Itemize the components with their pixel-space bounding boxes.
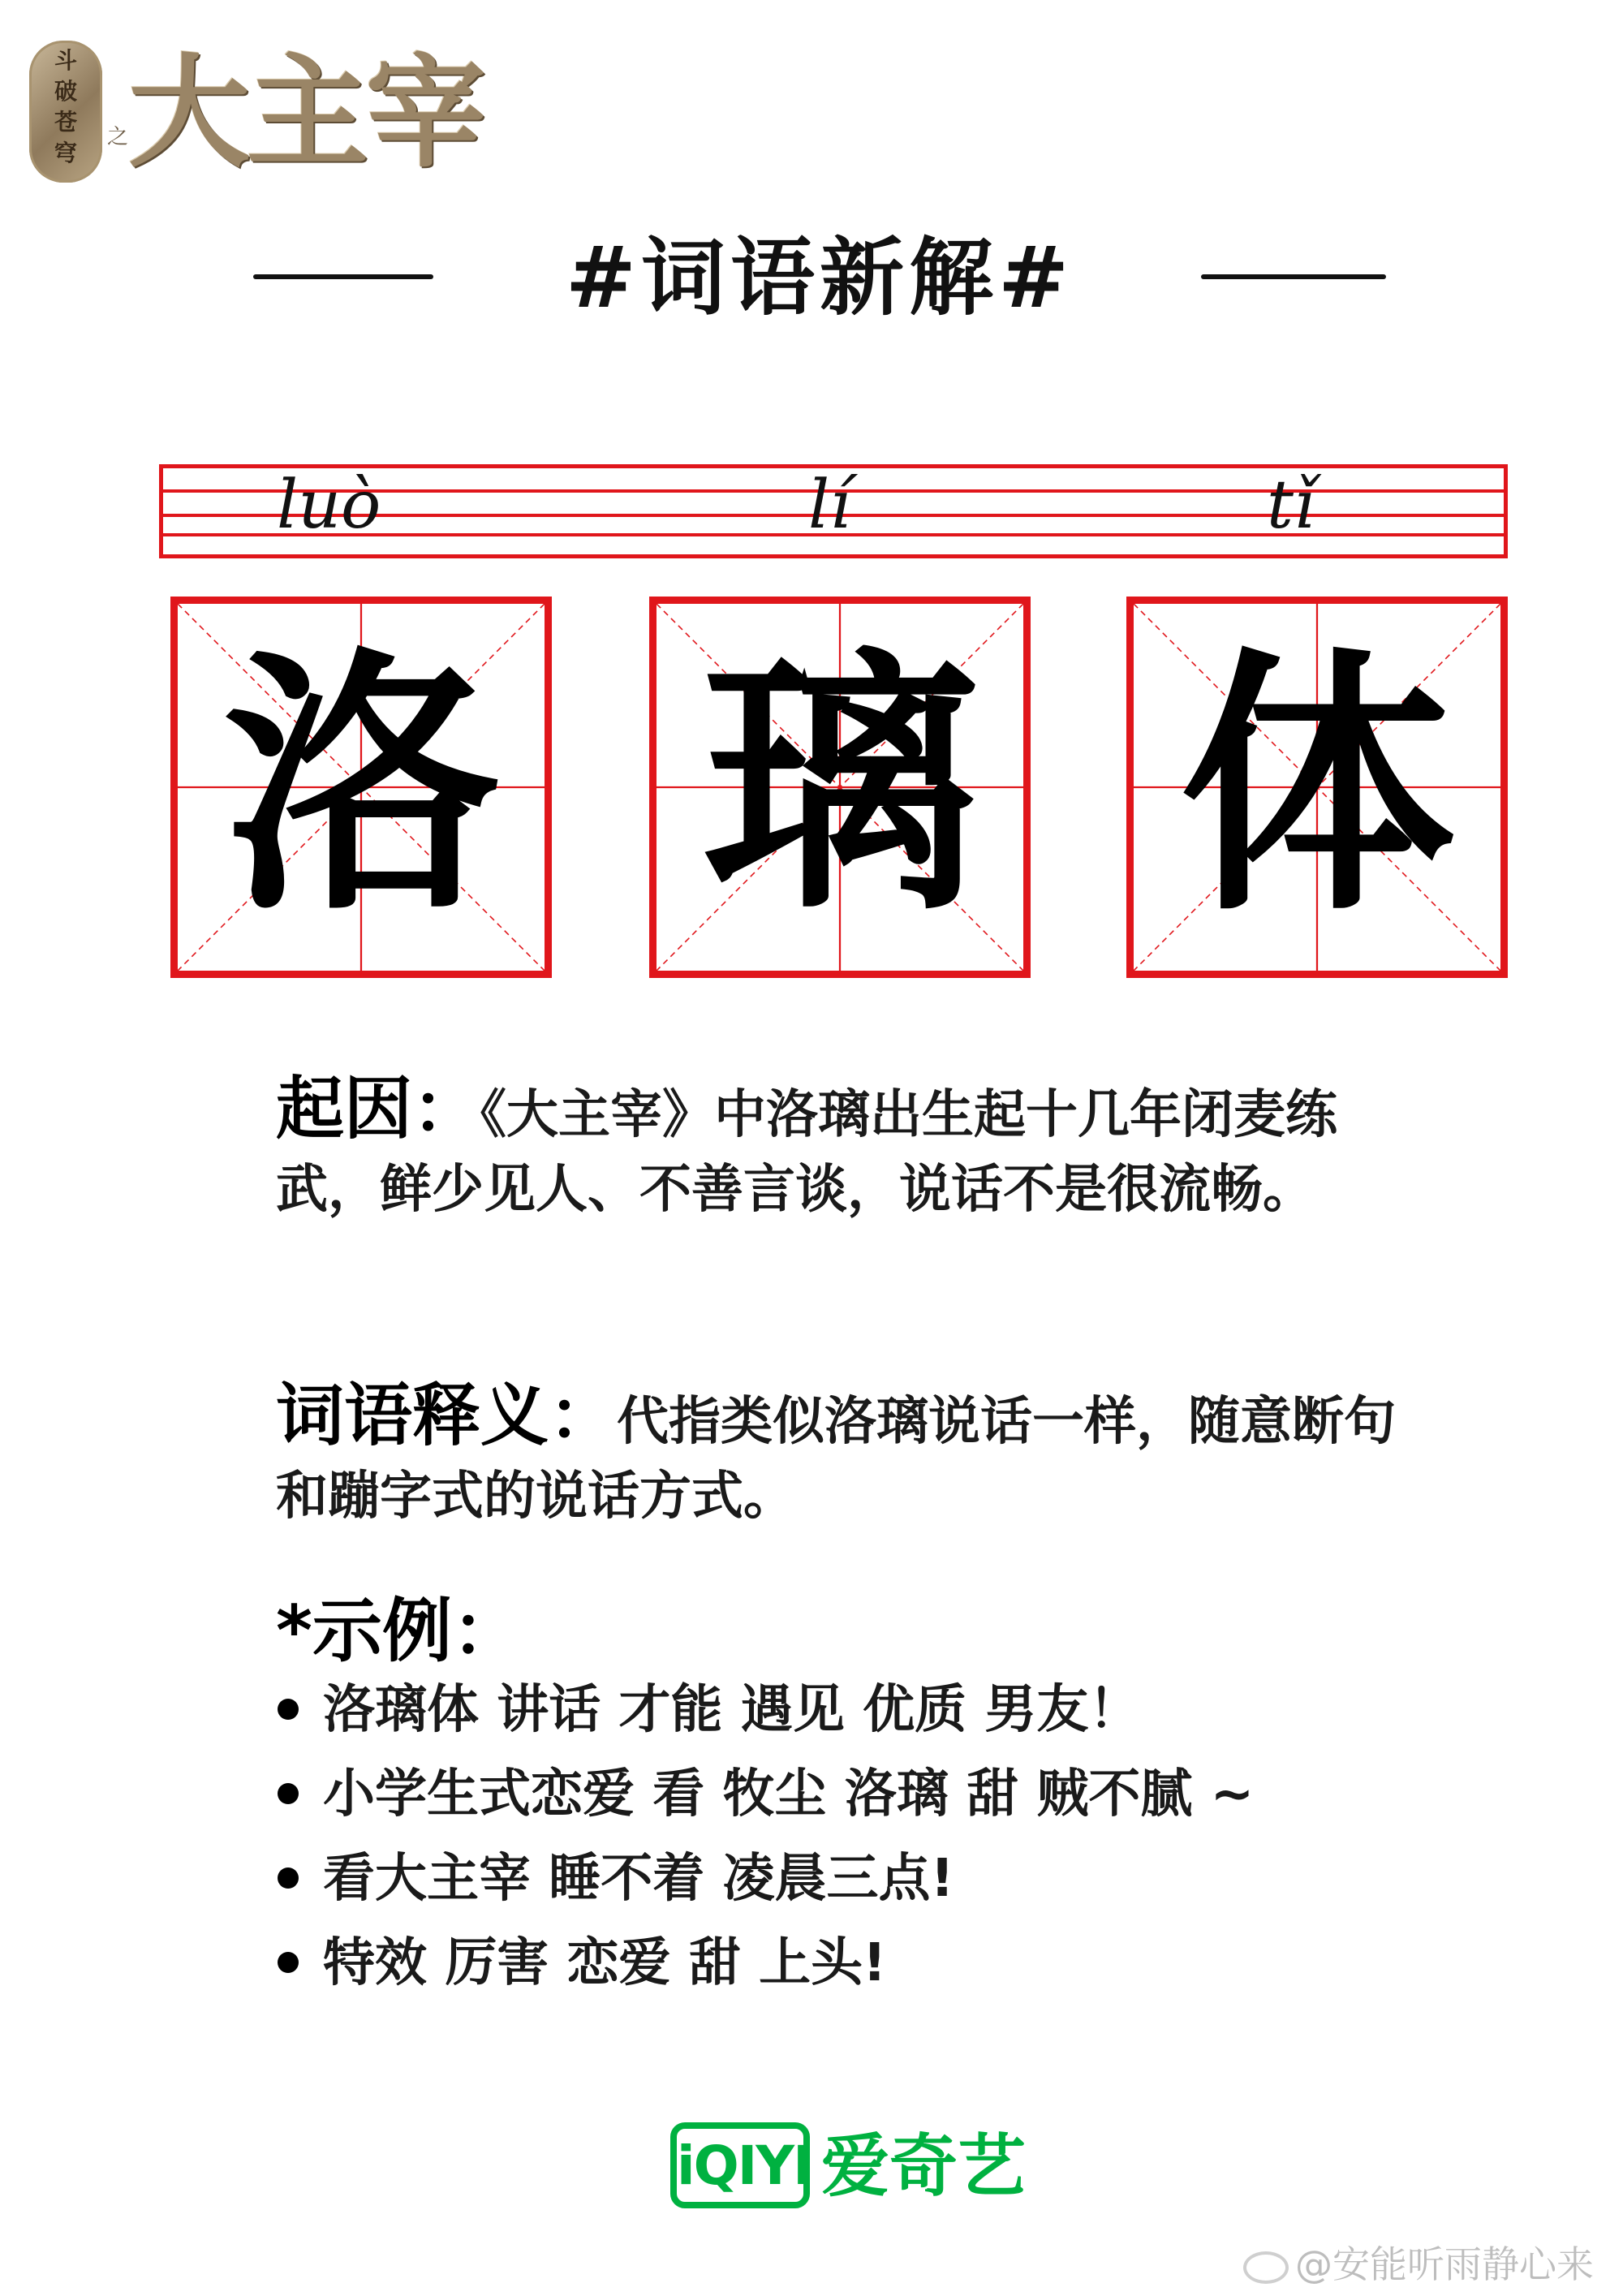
example-item — [276, 1921, 1493, 2005]
featured-character: 璃 — [702, 627, 978, 948]
example-item — [276, 1752, 1493, 1837]
iqiyi-name: 爱奇艺 — [821, 2126, 1027, 2206]
definition-text: 代指类似洛璃说话一样，随意断句和蹦字式的说话方式。 — [276, 1392, 1397, 1527]
iqiyi-badge — [670, 2122, 810, 2208]
character-grid — [649, 597, 1031, 978]
examples-list — [276, 1668, 1493, 2005]
definition-section — [276, 1378, 1428, 1534]
header-rule-right — [1201, 274, 1386, 279]
weibo-watermark — [1243, 2242, 1594, 2287]
example-item — [276, 1668, 1493, 1752]
seal-char: 斗 — [54, 47, 77, 74]
character-grid — [170, 597, 552, 978]
logo-seal — [29, 41, 102, 183]
example-text: 小学生式恋爱 看 牧尘 洛璃 甜 贼不腻 ~ — [323, 1764, 1255, 1824]
example-text: 洛璃体 讲话 才能 遇见 优质 男友！ — [323, 1680, 1141, 1740]
character-grid — [1126, 597, 1508, 978]
bullet-icon — [278, 1783, 299, 1804]
watermark-text: @安能听雨静心来 — [1295, 2242, 1594, 2286]
origin-section — [276, 1071, 1428, 1227]
bullet-icon — [278, 1952, 299, 1973]
origin-label: 起因： — [276, 1069, 481, 1148]
origin-text: 《大主宰》中洛璃出生起十几年闭麦练武，鲜少见人、不善言谈，说话不是很流畅。 — [276, 1085, 1338, 1220]
iqiyi-badge-text: iQIYI — [677, 2134, 812, 2197]
pinyin-syllable: luò — [277, 467, 381, 544]
example-item — [276, 1837, 1493, 1921]
page-header — [0, 229, 1623, 326]
featured-character: 洛 — [223, 627, 499, 948]
origin-paragraph — [276, 1071, 1428, 1227]
header-rule-left — [253, 274, 433, 279]
logo-connector: 之 — [107, 125, 129, 149]
pinyin-syllable: tǐ — [1267, 467, 1315, 544]
examples-label: *示例： — [276, 1591, 522, 1672]
weibo-icon — [1243, 2251, 1289, 2284]
seal-char: 穹 — [54, 140, 77, 166]
pinyin-staff — [159, 464, 1508, 558]
example-text: 看大主宰 睡不着 凌晨三点! — [323, 1849, 954, 1909]
definition-label: 词语释义： — [276, 1376, 618, 1455]
definition-paragraph — [276, 1378, 1428, 1534]
seal-char: 苍 — [54, 109, 77, 136]
featured-character: 体 — [1179, 627, 1455, 948]
page-title: #词语新解# — [565, 228, 1074, 327]
example-text: 特效 厉害 恋爱 甜 上头! — [323, 1933, 887, 1993]
bullet-icon — [278, 1867, 299, 1889]
pinyin-syllable: lí — [808, 467, 851, 544]
logo-title: 大主宰 — [128, 41, 484, 184]
bullet-icon — [278, 1699, 299, 1720]
seal-char: 破 — [54, 78, 77, 105]
drama-logo — [23, 24, 484, 211]
